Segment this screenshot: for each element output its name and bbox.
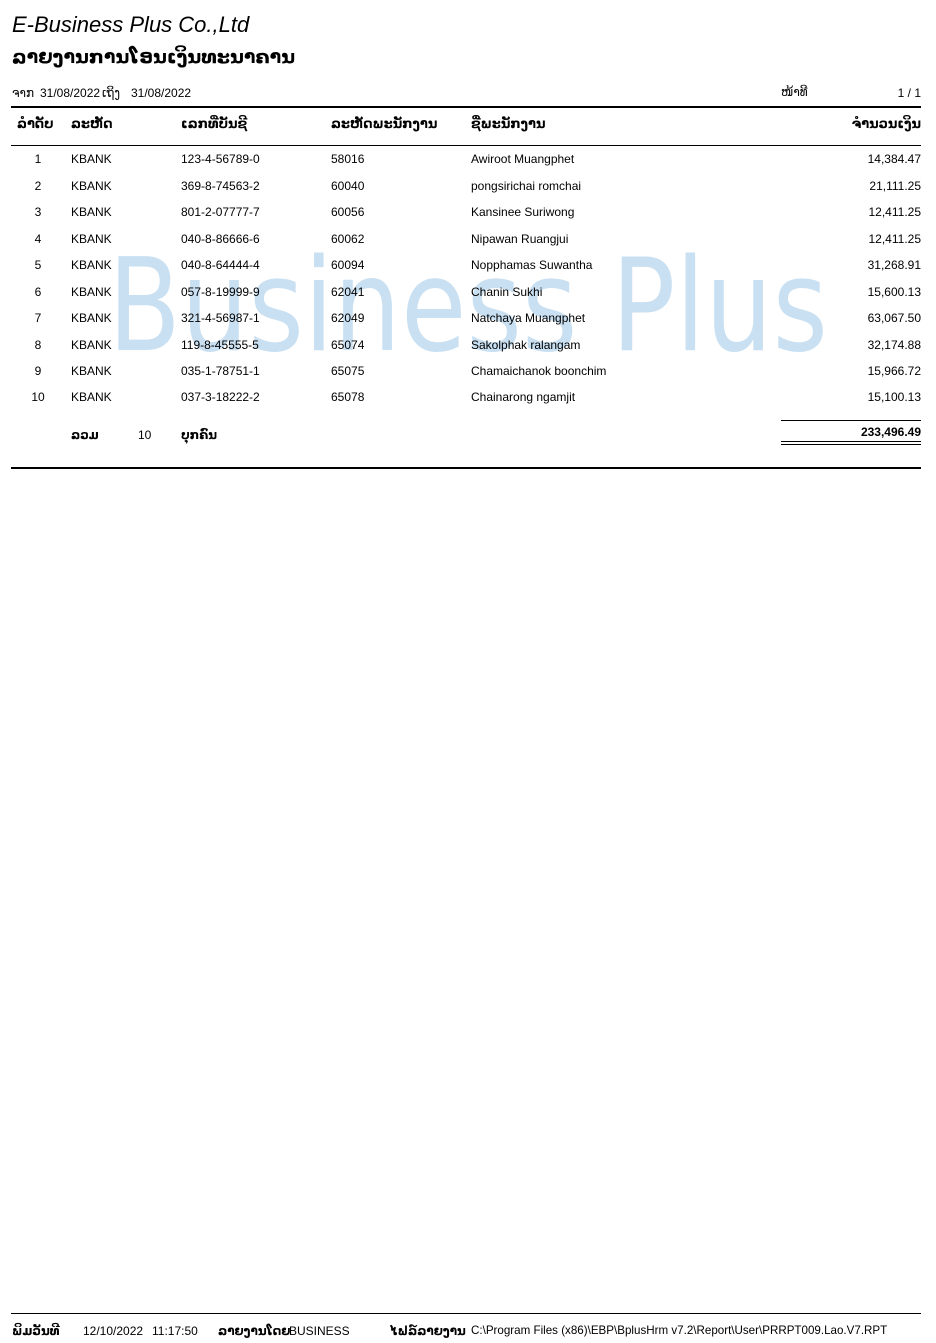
cell-amount: 15,966.72	[867, 364, 921, 378]
cell-emp-name: Chamaichanok boonchim	[471, 364, 607, 378]
col-header-emp-code: ລະຫັດພະນັກງານ	[331, 117, 438, 132]
cell-amount: 12,411.25	[868, 205, 921, 219]
cell-no: 3	[34, 205, 42, 219]
cell-emp-code: 58016	[331, 152, 365, 166]
col-header-no: ລຳດັບ	[17, 117, 54, 132]
table-row	[0, 179, 936, 205]
cell-emp-code: 62049	[331, 311, 365, 325]
to-label: ເຖິງ	[102, 86, 121, 100]
footer-rule	[11, 1313, 921, 1314]
to-date: 31/08/2022	[131, 86, 192, 100]
cell-emp-name: Kansinee Suriwong	[471, 205, 575, 219]
cell-emp-code: 60040	[331, 179, 365, 193]
cell-no: 5	[34, 258, 42, 272]
table-row	[0, 205, 936, 231]
table-row	[0, 338, 936, 364]
cell-no: 9	[34, 364, 42, 378]
col-header-amount: ຈຳນວນເງິນ	[851, 117, 921, 132]
cell-no: 4	[34, 232, 42, 246]
cell-account: 119-8-45555-5	[181, 338, 259, 352]
cell-no: 2	[34, 179, 42, 193]
cell-emp-name: Sakolphak ralangam	[471, 338, 581, 352]
total-amount: 233,496.49	[860, 425, 921, 439]
cell-emp-code: 62041	[331, 285, 365, 299]
cell-bank: KBANK	[71, 390, 112, 404]
total-double-rule-2	[781, 444, 921, 445]
cell-bank: KBANK	[71, 338, 112, 352]
cell-account: 321-4-56987-1	[181, 311, 260, 325]
cell-emp-name: Nipawan Ruangjui	[471, 232, 569, 246]
cell-bank: KBANK	[71, 179, 112, 193]
cell-amount: 21,111.25	[869, 179, 921, 193]
cell-account: 369-8-74563-2	[181, 179, 260, 193]
cell-amount: 15,100.13	[867, 390, 921, 404]
cell-bank: KBANK	[71, 311, 112, 325]
cell-amount: 63,067.50	[867, 311, 921, 325]
cell-emp-code: 65074	[331, 338, 365, 352]
cell-amount: 15,600.13	[867, 285, 921, 299]
cell-no: 6	[34, 285, 42, 299]
page-number: 1 / 1	[897, 86, 921, 100]
header-top-rule	[11, 106, 921, 108]
report-title: ລາຍງານການໂອນເງິນທະນາຄານ	[12, 46, 296, 68]
cell-emp-name: Chanin Sukhi	[471, 285, 543, 299]
table-row	[0, 152, 936, 178]
company-name: E-Business Plus Co.,Ltd	[12, 12, 250, 37]
col-header-account: ເລກທີ່ບັນຊີ	[181, 117, 248, 132]
cell-emp-code: 60062	[331, 232, 365, 246]
cell-bank: KBANK	[71, 285, 112, 299]
footer-file-path: C:\Program Files (x86)\EBP\BplusHrm v7.2\Report\User\PRRPT009.Lao.V7.RPT	[471, 1324, 888, 1337]
footer-file-label: ໄຟລ໌ລາຍງານ	[390, 1324, 466, 1338]
cell-emp-name: Nopphamas Suwantha	[471, 258, 593, 272]
header-bottom-rule	[11, 145, 921, 146]
footer-by-label: ລາຍງານໂດຍ	[218, 1324, 291, 1338]
cell-amount: 32,174.88	[867, 338, 921, 352]
total-double-rule-1	[781, 441, 921, 442]
total-top-rule	[781, 420, 921, 421]
table-row	[0, 258, 936, 284]
cell-bank: KBANK	[71, 205, 112, 219]
cell-emp-code: 65075	[331, 364, 365, 378]
page-label: ໜ້າທີ	[781, 85, 808, 99]
cell-emp-code: 60056	[331, 205, 365, 219]
footer-print-time: 11:17:50	[152, 1324, 198, 1338]
cell-account: 037-3-18222-2	[181, 390, 260, 404]
cell-account: 801-2-07777-7	[181, 205, 260, 219]
from-date: 31/08/2022	[40, 86, 101, 100]
cell-emp-name: Natchaya Muangphet	[471, 311, 586, 325]
cell-amount: 14,384.47	[867, 152, 921, 166]
cell-bank: KBANK	[71, 258, 112, 272]
table-end-rule	[11, 467, 921, 469]
cell-account: 040-8-86666-6	[181, 232, 260, 246]
cell-account: 057-8-19999-9	[181, 285, 260, 299]
cell-bank: KBANK	[71, 232, 112, 246]
table-row	[0, 311, 936, 337]
cell-account: 035-1-78751-1	[181, 364, 260, 378]
cell-no: 10	[31, 390, 45, 404]
cell-account: 040-8-64444-4	[181, 258, 260, 272]
total-label: ລວມ	[71, 428, 99, 442]
table-row	[0, 364, 936, 390]
cell-emp-code: 60094	[331, 258, 365, 272]
table-row	[0, 232, 936, 258]
cell-no: 7	[34, 311, 42, 325]
total-unit: ບຸກຄົນ	[181, 428, 217, 442]
from-label: ຈາກ	[12, 86, 35, 100]
cell-no: 8	[34, 338, 42, 352]
footer-print-date: 12/10/2022	[83, 1324, 144, 1338]
cell-emp-name: pongsirichai romchai	[471, 179, 582, 193]
cell-emp-name: Chainarong ngamjit	[471, 390, 576, 404]
cell-emp-code: 65078	[331, 390, 365, 404]
table-row	[0, 390, 936, 416]
cell-emp-name: Awiroot Muangphet	[471, 152, 575, 166]
total-count: 10	[138, 428, 152, 442]
cell-bank: KBANK	[71, 364, 112, 378]
cell-amount: 12,411.25	[868, 232, 921, 246]
table-row	[0, 285, 936, 311]
cell-amount: 31,268.91	[867, 258, 921, 272]
footer-by-value: BUSINESS	[289, 1324, 350, 1338]
col-header-bank: ລະຫັດ	[71, 117, 113, 132]
watermark-text: Business Plus	[108, 238, 828, 373]
cell-no: 1	[34, 152, 42, 166]
cell-bank: KBANK	[71, 152, 112, 166]
col-header-emp-name: ຊື່ພະນັກງານ	[471, 117, 546, 132]
footer-print-label: ພິມວັນທີ	[12, 1324, 60, 1338]
cell-account: 123-4-56789-0	[181, 152, 260, 166]
